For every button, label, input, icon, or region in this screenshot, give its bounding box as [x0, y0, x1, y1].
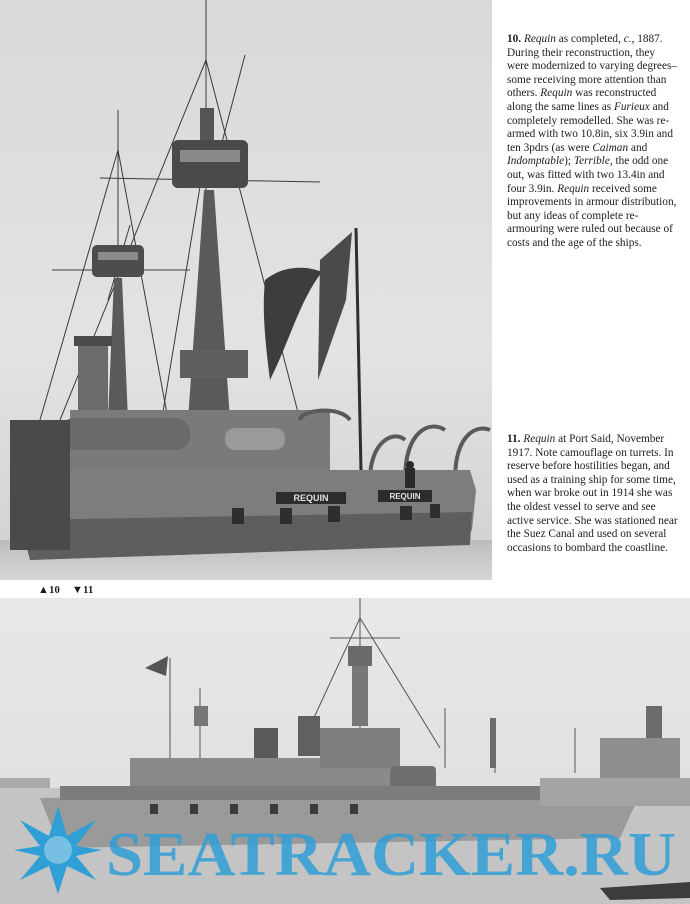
bow-name-plate: REQUIN	[293, 493, 329, 503]
marker-up	[38, 584, 60, 596]
caption-11	[507, 433, 679, 555]
caption-10-part: );	[564, 155, 574, 168]
photo-requin-1887	[0, 0, 492, 580]
up-triangle-icon: ▲	[38, 584, 50, 596]
caption-10-part: as completed,	[555, 33, 624, 45]
caption-10-part: Requin	[540, 87, 573, 100]
caption-10-part: Caiman	[592, 141, 629, 154]
caption-10-part: was reconstructed along the same lines as	[507, 87, 657, 113]
watermark-text: SEATRACKER.RU	[106, 821, 676, 889]
caption-10	[507, 33, 679, 251]
caption-10-text	[507, 33, 677, 249]
caption-10-number: 10.	[507, 33, 522, 45]
caption-10-part: Terrible	[573, 155, 610, 168]
caption-11-text	[507, 433, 678, 554]
stern-name-plate: REQUIN	[389, 492, 421, 501]
caption-10-part: Requin	[523, 33, 556, 45]
caption-10-part: Indomptable	[507, 155, 565, 168]
caption-10-part: , 1887. During their reconstruction, they were modernized to varying degrees– some receiving more attention than others.	[507, 33, 678, 100]
caption-10-part: and completely remodelled. She was re-armed with two 10.8in, six 3.9in and ten 3pdrs (as were	[507, 100, 673, 154]
caption-10-part: received some improvements in armour distribution, but any ideas of complete re-armouring were ruled out because of costs and the age of the ships.	[507, 182, 677, 249]
caption-11-part: at Port Said, November 1917. Note camouflage on turrets. In reserve before hostilities began, and used as a training ship for some time, when war broke out in 1914 she was the oldest vessel to serve and see active service. She was stationed near the Suez Canal and used on several occasions to bombard the coastline.	[507, 433, 678, 554]
photo-requin-1887-image	[0, 0, 492, 580]
marker-down-label: 11	[83, 585, 94, 596]
caption-10-part: Requin	[557, 182, 590, 195]
figure-markers	[38, 584, 93, 596]
caption-10-part: Furieux	[613, 100, 650, 113]
watermark	[0, 805, 690, 895]
caption-11-part: Requin	[523, 433, 556, 445]
compass-star-icon	[14, 806, 102, 894]
caption-10-part: and	[628, 141, 648, 154]
marker-down	[72, 584, 93, 596]
caption-10-part: c.	[623, 33, 632, 45]
caption-11-number: 11.	[507, 433, 521, 445]
caption-10-part: , the odd one out, was fitted with two 13.4in and four 3.9in.	[507, 155, 669, 195]
watermark-graphic	[0, 805, 690, 895]
marker-up-label: 10	[49, 585, 60, 596]
down-triangle-icon: ▼	[72, 584, 84, 596]
